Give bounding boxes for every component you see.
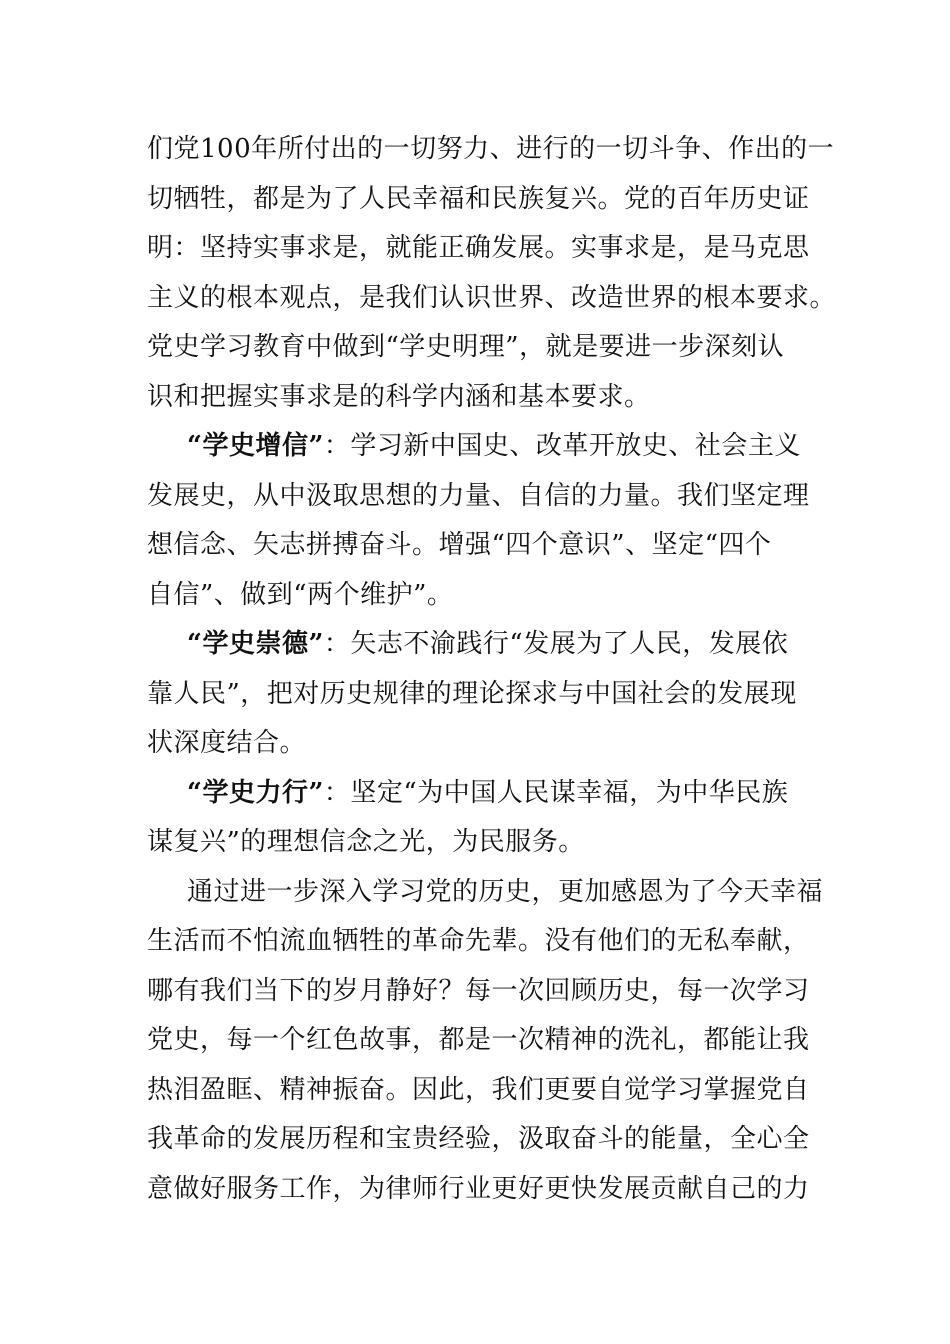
line-text: 自信”、做到“两个维护”。 <box>147 579 454 610</box>
line-text: 明：坚持实事求是，就能正确发展。实事求是，是马克思 <box>147 233 810 263</box>
text-line <box>147 521 807 571</box>
line-text: 状深度结合。 <box>147 728 307 758</box>
line-text: 发展史，从中汲取思想的力量、自信的力量。我们坚定理 <box>147 480 810 511</box>
text-line <box>147 1165 810 1215</box>
body-text <box>147 125 837 1214</box>
line-text: ：坚定“为中国人民谋幸福，为中华民族 <box>323 777 789 808</box>
line-text: 生活而不怕流血牺牲的革命先辈。没有他们的无私奉献， <box>147 926 810 956</box>
text-line <box>147 620 807 670</box>
text-line <box>147 571 807 621</box>
line-text: 切牺牲，都是为了人民幸福和民族复兴。党的百年历史证 <box>147 183 810 214</box>
text-line <box>147 1016 810 1066</box>
section-heading: “学史增信” <box>187 431 324 461</box>
line-text: ：矢志不渝践行“发展为了人民，发展依 <box>323 629 789 659</box>
text-line <box>147 967 810 1017</box>
line-text: 靠人民”，把对历史规律的理论探求与中国社会的发展现 <box>147 678 797 709</box>
line-text: 主义的根本观点，是我们认识世界、改造世界的根本要求。 <box>147 282 837 313</box>
line-text: 们党100年所付出的一切努力、进行的一切斗争、作出的一 <box>147 134 835 164</box>
line-text: 识和把握实事求是的科学内涵和基本要求。 <box>147 381 651 412</box>
section-heading: “学史崇德” <box>187 629 324 659</box>
text-line <box>147 274 837 324</box>
line-text: 通过进一步深入学习党的历史，更加感恩为了今天幸福 <box>187 876 824 907</box>
text-line <box>147 719 807 769</box>
text-line <box>147 224 810 274</box>
line-text: 党史学习教育中做到“学史明理”，就是要进一步深刻认 <box>147 332 785 362</box>
text-line <box>147 323 807 373</box>
text-line <box>147 472 810 522</box>
text-line <box>147 868 824 918</box>
line-text: 热泪盈眶、精神振奋。因此，我们更要自觉学习掌握党自 <box>147 1074 810 1105</box>
section-heading: “学史力行” <box>187 777 324 808</box>
text-line <box>147 373 807 423</box>
text-line <box>147 670 807 720</box>
line-text: 党史，每一个红色故事，都是一次精神的洗礼，都能让我 <box>147 1025 810 1055</box>
line-text: 谋复兴”的理想信念之光，为民服务。 <box>147 827 585 857</box>
text-line <box>147 422 807 472</box>
text-line <box>147 769 807 819</box>
line-text: 意做好服务工作，为律师行业更好更快发展贡献自己的力 <box>147 1173 810 1204</box>
line-text: 我革命的发展历程和宝贵经验，汲取奋斗的能量，全心全 <box>147 1124 810 1154</box>
text-line <box>147 125 835 175</box>
line-text: 想信念、矢志拼搏奋斗。增强“四个意识”、坚定“四个 <box>147 530 772 560</box>
line-text: 哪有我们当下的岁月静好？每一次回顾历史，每一次学习 <box>147 975 810 1006</box>
text-line <box>147 818 807 868</box>
line-text: ：学习新中国史、改革开放史、社会主义 <box>323 431 801 461</box>
text-line <box>147 175 810 225</box>
text-line <box>147 917 810 967</box>
text-line <box>147 1115 810 1165</box>
text-line <box>147 1066 810 1116</box>
